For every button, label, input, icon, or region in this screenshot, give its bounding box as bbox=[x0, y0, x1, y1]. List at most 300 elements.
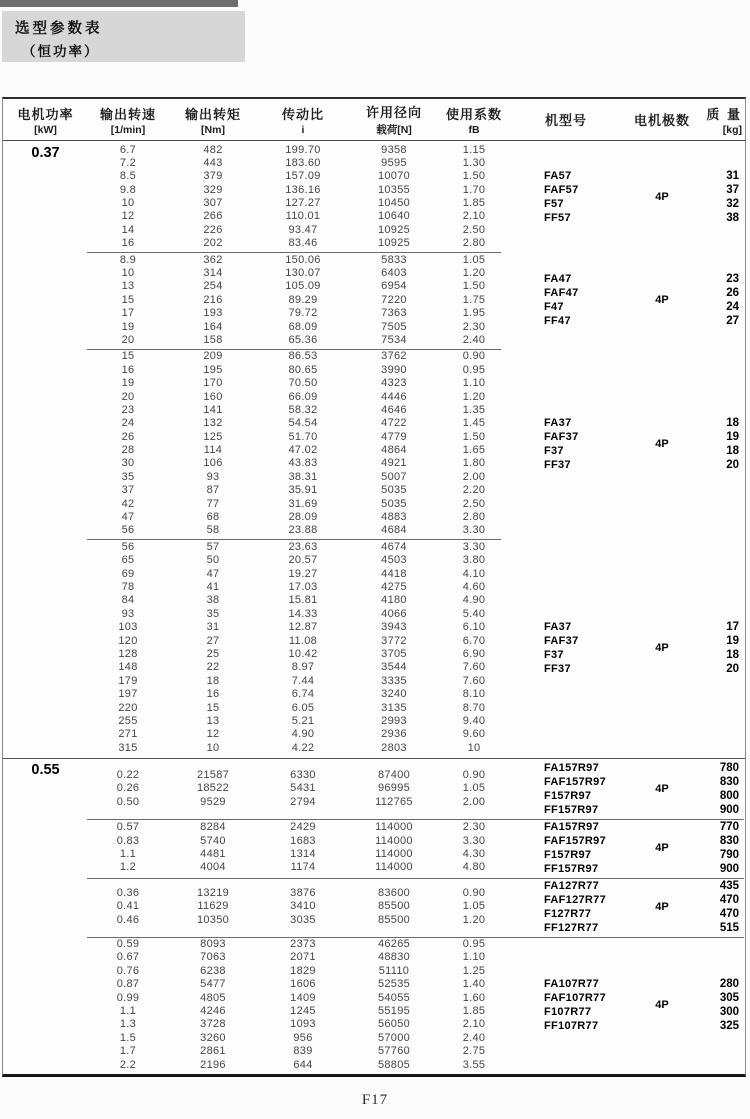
power-column bbox=[3, 541, 88, 755]
radial-load-column bbox=[348, 254, 440, 348]
cell-value: 3762 bbox=[381, 350, 407, 363]
model-name: FAF37 bbox=[544, 634, 579, 647]
cell-value: 103 bbox=[118, 621, 138, 634]
cell-value: 14 bbox=[121, 223, 135, 236]
model-name: FA157R97 bbox=[544, 762, 599, 775]
ratio-column bbox=[258, 541, 348, 755]
cell-value: 8.9 bbox=[119, 253, 137, 266]
power-value: 0.37 bbox=[31, 144, 60, 161]
cell-value: 1.85 bbox=[462, 197, 486, 210]
cell-value: 130.07 bbox=[285, 267, 321, 280]
weight-value: 19 bbox=[726, 634, 739, 647]
column-header-unit: 载荷[N] bbox=[376, 124, 412, 136]
weight-value: 325 bbox=[719, 1020, 739, 1033]
cell-value: 3990 bbox=[381, 363, 407, 376]
cell-value: 55195 bbox=[377, 1005, 411, 1018]
cell-value: 2.50 bbox=[462, 497, 486, 510]
cell-value: 1.25 bbox=[462, 964, 486, 977]
cell-value: 255 bbox=[118, 714, 138, 727]
model-name: FAF47 bbox=[544, 287, 579, 300]
cell-value: 3.30 bbox=[462, 524, 486, 537]
ratio-column bbox=[258, 938, 348, 1072]
cell-value: 1.10 bbox=[462, 377, 486, 390]
output-speed-column bbox=[88, 541, 168, 755]
cell-value: 10350 bbox=[196, 913, 230, 926]
cell-value: 6238 bbox=[200, 964, 226, 977]
cell-value: 4779 bbox=[381, 430, 407, 443]
cell-value: 38 bbox=[206, 594, 220, 607]
cell-value: 93.47 bbox=[288, 223, 318, 236]
cell-value: 4.90 bbox=[462, 594, 486, 607]
column-header-2 bbox=[168, 99, 258, 140]
column-header-title: 使用系数 bbox=[445, 106, 502, 122]
weight-value: 780 bbox=[719, 762, 739, 775]
cell-value: 80.65 bbox=[288, 363, 318, 376]
model-column bbox=[508, 761, 624, 817]
cell-value: 9.60 bbox=[462, 728, 486, 741]
cell-value: 136.16 bbox=[285, 183, 321, 196]
weight-value: 27 bbox=[726, 315, 739, 328]
power-column bbox=[3, 144, 88, 251]
cell-value: 8.97 bbox=[291, 661, 315, 674]
cell-value: 2993 bbox=[381, 714, 407, 727]
weight-column bbox=[700, 761, 747, 817]
cell-value: 4.30 bbox=[462, 848, 486, 861]
cell-value: 315 bbox=[118, 741, 138, 754]
cell-value: 28.09 bbox=[288, 511, 318, 524]
cell-value: 1.50 bbox=[462, 280, 486, 293]
power-column bbox=[3, 879, 88, 935]
cell-value: 48830 bbox=[377, 951, 411, 964]
cell-value: 1.2 bbox=[119, 861, 137, 874]
cell-value: 3.80 bbox=[462, 554, 486, 567]
cell-value: 79.72 bbox=[288, 307, 318, 320]
cell-value: 2.20 bbox=[462, 484, 486, 497]
cell-value: 65.36 bbox=[288, 333, 318, 346]
cell-value: 3260 bbox=[200, 1031, 226, 1044]
cell-value: 23 bbox=[121, 403, 135, 416]
cell-value: 4446 bbox=[381, 390, 407, 403]
cell-value: 127.27 bbox=[285, 197, 321, 210]
weight-value: 18 bbox=[726, 417, 739, 430]
weight-value: 23 bbox=[726, 273, 739, 286]
poles-column bbox=[624, 541, 700, 755]
cell-value: 51110 bbox=[378, 964, 410, 977]
cell-value: 1.40 bbox=[462, 978, 486, 991]
cell-value: 0.67 bbox=[116, 951, 140, 964]
cell-value: 1245 bbox=[290, 1005, 316, 1018]
service-factor-column bbox=[440, 144, 508, 251]
model-column bbox=[508, 144, 624, 251]
cell-value: 15 bbox=[121, 293, 135, 306]
output-torque-column bbox=[168, 820, 258, 876]
cell-value: 6.7 bbox=[119, 143, 137, 156]
cell-value: 22 bbox=[206, 661, 220, 674]
cell-value: 41 bbox=[206, 581, 220, 593]
cell-value: 114000 bbox=[375, 821, 413, 834]
weight-column bbox=[700, 350, 747, 537]
cell-value: 1.3 bbox=[119, 1018, 137, 1031]
cell-value: 83600 bbox=[377, 886, 411, 899]
cell-value: 1174 bbox=[290, 861, 316, 874]
cell-value: 4921 bbox=[381, 457, 407, 470]
weight-value: 900 bbox=[719, 863, 739, 876]
cell-value: 197 bbox=[118, 688, 138, 701]
cell-value: 15 bbox=[206, 701, 220, 714]
cell-value: 13219 bbox=[196, 886, 230, 899]
output-speed-column bbox=[88, 761, 168, 817]
model-name: FF157R97 bbox=[544, 863, 599, 876]
output-speed-column bbox=[88, 144, 168, 251]
cell-value: 23.88 bbox=[288, 524, 318, 537]
cell-value: 20 bbox=[121, 390, 135, 403]
output-speed-column bbox=[88, 879, 168, 935]
weight-value: 38 bbox=[726, 212, 739, 225]
model-name: F37 bbox=[544, 648, 564, 661]
cell-value: 4.22 bbox=[291, 741, 315, 754]
cell-value: 7.60 bbox=[462, 661, 486, 674]
cell-value: 1.20 bbox=[462, 390, 486, 403]
poles-column bbox=[624, 350, 700, 537]
cell-value: 1.50 bbox=[462, 430, 486, 443]
cell-value: 31.69 bbox=[288, 497, 318, 510]
weight-value: 790 bbox=[719, 849, 739, 862]
cell-value: 7534 bbox=[381, 333, 407, 346]
cell-value: 266 bbox=[203, 210, 223, 223]
cell-value: 85500 bbox=[377, 900, 411, 913]
cell-value: 2.10 bbox=[462, 1018, 486, 1031]
cell-value: 57 bbox=[206, 540, 220, 553]
cell-value: 4805 bbox=[200, 991, 226, 1004]
cell-value: 2.75 bbox=[462, 1045, 486, 1058]
cell-value: 42 bbox=[121, 497, 135, 510]
power-column bbox=[3, 350, 88, 537]
model-name: FA57 bbox=[544, 170, 572, 183]
model-name: FA47 bbox=[544, 273, 572, 286]
poles-column bbox=[624, 254, 700, 348]
page-subtitle: （恒功率） bbox=[22, 44, 100, 59]
cell-value: 2.30 bbox=[462, 320, 486, 333]
model-name: FAF127R77 bbox=[544, 894, 607, 907]
cell-value: 314 bbox=[203, 267, 223, 280]
cell-value: 20.57 bbox=[288, 554, 318, 567]
model-name: FA37 bbox=[544, 417, 572, 430]
model-name: F107R77 bbox=[544, 1006, 592, 1019]
cell-value: 1.05 bbox=[462, 782, 486, 795]
cell-value: 148 bbox=[118, 661, 138, 674]
cell-value: 0.76 bbox=[116, 964, 140, 977]
weight-value: 435 bbox=[719, 880, 739, 893]
cell-value: 19.27 bbox=[288, 567, 318, 580]
cell-value: 8093 bbox=[200, 938, 226, 951]
weight-value: 32 bbox=[726, 198, 739, 211]
cell-value: 0.57 bbox=[116, 821, 140, 834]
service-factor-column bbox=[440, 879, 508, 935]
cell-value: 13 bbox=[121, 280, 135, 293]
cell-value: 2.50 bbox=[462, 223, 486, 236]
cell-value: 2.00 bbox=[462, 470, 486, 483]
cell-value: 1.05 bbox=[462, 900, 486, 913]
weight-value: 900 bbox=[719, 804, 739, 817]
ratio-column bbox=[258, 350, 348, 537]
cell-value: 0.83 bbox=[116, 834, 140, 847]
cell-value: 114000 bbox=[375, 861, 413, 874]
cell-value: 13 bbox=[206, 714, 220, 727]
page-number: F17 bbox=[361, 1092, 389, 1108]
cell-value: 56 bbox=[121, 524, 135, 537]
cell-value: 1.7 bbox=[119, 1045, 137, 1058]
model-name: F127R77 bbox=[544, 908, 592, 921]
model-block bbox=[3, 760, 745, 819]
cell-value: 12.87 bbox=[288, 621, 318, 634]
cell-value: 5477 bbox=[200, 978, 226, 991]
radial-load-column bbox=[348, 144, 440, 251]
output-speed-column bbox=[88, 254, 168, 348]
model-name: F57 bbox=[544, 198, 564, 211]
model-name: FAF157R97 bbox=[544, 776, 607, 789]
service-factor-column bbox=[440, 254, 508, 348]
cell-value: 179 bbox=[118, 674, 138, 687]
weight-column bbox=[700, 820, 747, 876]
output-torque-column bbox=[168, 879, 258, 935]
cell-value: 6.10 bbox=[462, 621, 486, 634]
cell-value: 58 bbox=[206, 524, 220, 537]
cell-value: 56050 bbox=[377, 1018, 411, 1031]
cell-value: 4246 bbox=[200, 1005, 226, 1018]
cell-value: 58805 bbox=[377, 1058, 411, 1071]
cell-value: 10 bbox=[206, 741, 220, 754]
column-header-5 bbox=[440, 99, 508, 140]
cell-value: 16 bbox=[121, 237, 135, 250]
weight-value: 470 bbox=[719, 894, 739, 907]
column-header-7 bbox=[624, 99, 700, 140]
model-name: FAF57 bbox=[544, 184, 579, 197]
cell-value: 7.44 bbox=[291, 674, 315, 687]
model-name: FA107R77 bbox=[544, 978, 599, 991]
weight-value: 18 bbox=[726, 648, 739, 661]
table-body bbox=[3, 141, 745, 1074]
poles-value: 4P bbox=[655, 999, 669, 1012]
cell-value: 1.80 bbox=[462, 457, 486, 470]
cell-value: 2.10 bbox=[462, 210, 486, 223]
model-name: FAF157R97 bbox=[544, 835, 607, 848]
cell-value: 3.55 bbox=[462, 1058, 486, 1071]
cell-value: 132 bbox=[203, 417, 223, 430]
cell-value: 150.06 bbox=[285, 253, 321, 266]
cell-value: 0.50 bbox=[116, 795, 140, 808]
poles-value: 4P bbox=[655, 901, 669, 914]
radial-load-column bbox=[348, 541, 440, 755]
column-header-title: 机型号 bbox=[544, 113, 587, 128]
cell-value: 57760 bbox=[377, 1045, 411, 1058]
cell-value: 114000 bbox=[375, 848, 413, 861]
cell-value: 52535 bbox=[377, 978, 411, 991]
cell-value: 3544 bbox=[381, 661, 407, 674]
weight-value: 37 bbox=[726, 184, 739, 197]
weight-value: 305 bbox=[719, 992, 739, 1005]
cell-value: 31 bbox=[206, 621, 220, 634]
cell-value: 4066 bbox=[381, 607, 407, 620]
cell-value: 4684 bbox=[381, 524, 407, 537]
output-speed-column bbox=[88, 350, 168, 537]
radial-load-column bbox=[348, 350, 440, 537]
weight-column bbox=[700, 879, 747, 935]
service-factor-column bbox=[440, 761, 508, 817]
model-name: FF37 bbox=[544, 662, 571, 675]
cell-value: 23.63 bbox=[288, 540, 318, 553]
cell-value: 1314 bbox=[290, 848, 316, 861]
column-header-unit: [Nm] bbox=[201, 123, 225, 136]
power-column bbox=[3, 761, 88, 817]
cell-value: 27 bbox=[206, 634, 220, 647]
cell-value: 4503 bbox=[381, 554, 407, 567]
poles-column bbox=[624, 761, 700, 817]
column-header-title: 传动比 bbox=[281, 106, 324, 122]
output-torque-column bbox=[168, 761, 258, 817]
cell-value: 21587 bbox=[196, 768, 230, 781]
cell-value: 7.60 bbox=[462, 674, 486, 687]
cell-value: 3705 bbox=[381, 647, 407, 660]
cell-value: 10070 bbox=[377, 170, 411, 183]
cell-value: 87 bbox=[206, 484, 220, 497]
cell-value: 1.65 bbox=[462, 444, 486, 457]
cell-value: 2.80 bbox=[462, 511, 486, 524]
cell-value: 2071 bbox=[290, 951, 316, 964]
power-column bbox=[3, 938, 88, 1072]
service-factor-column bbox=[440, 938, 508, 1072]
cell-value: 2.2 bbox=[119, 1058, 137, 1071]
weight-value: 830 bbox=[719, 776, 739, 789]
poles-value: 4P bbox=[655, 191, 669, 204]
cell-value: 57000 bbox=[377, 1031, 411, 1044]
cell-value: 443 bbox=[203, 156, 223, 169]
cell-value: 83.46 bbox=[288, 237, 318, 250]
model-name: F37 bbox=[544, 445, 564, 458]
cell-value: 86.53 bbox=[288, 350, 318, 363]
cell-value: 17 bbox=[121, 307, 135, 320]
cell-value: 9358 bbox=[381, 143, 407, 156]
cell-value: 70.50 bbox=[288, 377, 318, 390]
model-name: F157R97 bbox=[544, 849, 592, 862]
model-block bbox=[3, 349, 745, 539]
cell-value: 17.03 bbox=[288, 581, 318, 593]
cell-value: 114 bbox=[203, 444, 223, 457]
cell-value: 1.70 bbox=[462, 183, 486, 196]
column-header-unit: [kg] bbox=[722, 123, 742, 136]
cell-value: 10355 bbox=[377, 183, 411, 196]
cell-value: 195 bbox=[203, 363, 223, 376]
cell-value: 199.70 bbox=[285, 143, 321, 156]
column-header-title: 许用径向 bbox=[365, 105, 422, 120]
model-column bbox=[508, 820, 624, 876]
cell-value: 1.75 bbox=[462, 293, 486, 306]
cell-value: 202 bbox=[203, 237, 223, 250]
cell-value: 1.95 bbox=[462, 307, 486, 320]
cell-value: 65 bbox=[121, 554, 135, 567]
cell-value: 6.90 bbox=[462, 647, 486, 660]
cell-value: 2861 bbox=[200, 1045, 226, 1058]
cell-value: 9529 bbox=[200, 795, 226, 808]
column-header-unit: [1/min] bbox=[110, 123, 146, 136]
cell-value: 114000 bbox=[375, 834, 413, 847]
cell-value: 157.09 bbox=[285, 170, 321, 183]
cell-value: 84 bbox=[121, 594, 135, 607]
cell-value: 10925 bbox=[377, 237, 411, 250]
output-torque-column bbox=[168, 254, 258, 348]
cell-value: 216 bbox=[203, 293, 223, 306]
cell-value: 56 bbox=[121, 540, 135, 553]
cell-value: 2196 bbox=[200, 1058, 226, 1071]
weight-value: 20 bbox=[726, 662, 739, 675]
cell-value: 1.05 bbox=[462, 253, 486, 266]
cell-value: 16 bbox=[121, 363, 135, 376]
model-column bbox=[508, 350, 624, 537]
power-column bbox=[3, 820, 88, 876]
cell-value: 2.30 bbox=[462, 821, 486, 834]
power-group-0.37 bbox=[3, 141, 745, 758]
cell-value: 14.33 bbox=[288, 607, 318, 620]
cell-value: 128 bbox=[118, 647, 138, 660]
cell-value: 193 bbox=[203, 307, 223, 320]
model-block bbox=[3, 252, 745, 349]
cell-value: 9.8 bbox=[119, 183, 137, 196]
cell-value: 1.50 bbox=[462, 170, 486, 183]
cell-value: 51.70 bbox=[288, 430, 318, 443]
cell-value: 78 bbox=[121, 581, 135, 593]
cell-value: 112765 bbox=[375, 795, 413, 808]
model-column bbox=[508, 541, 624, 755]
poles-column bbox=[624, 938, 700, 1072]
cell-value: 10 bbox=[121, 197, 135, 210]
model-name: FF157R97 bbox=[544, 804, 599, 817]
cell-value: 2794 bbox=[290, 795, 316, 808]
cell-value: 0.95 bbox=[462, 938, 486, 951]
cell-value: 30 bbox=[121, 457, 135, 470]
weight-value: 24 bbox=[726, 301, 739, 314]
cell-value: 4.80 bbox=[462, 861, 486, 874]
cell-value: 110.01 bbox=[285, 210, 321, 223]
poles-value: 4P bbox=[655, 842, 669, 855]
column-header-8 bbox=[700, 99, 747, 140]
power-column bbox=[3, 254, 88, 348]
cell-value: 3728 bbox=[200, 1018, 226, 1031]
weight-value: 515 bbox=[719, 922, 739, 935]
cell-value: 2429 bbox=[290, 821, 316, 834]
weight-value: 770 bbox=[719, 821, 739, 834]
cell-value: 5431 bbox=[290, 782, 316, 795]
cell-value: 6954 bbox=[381, 280, 407, 293]
cell-value: 956 bbox=[293, 1031, 313, 1044]
output-torque-column bbox=[168, 144, 258, 251]
service-factor-column bbox=[440, 350, 508, 537]
poles-value: 4P bbox=[655, 783, 669, 796]
cell-value: 10 bbox=[467, 741, 481, 754]
model-name: FAF37 bbox=[544, 431, 579, 444]
cell-value: 4646 bbox=[381, 403, 407, 416]
cell-value: 4004 bbox=[200, 861, 226, 874]
cell-value: 37 bbox=[121, 484, 135, 497]
cell-value: 6.70 bbox=[462, 634, 486, 647]
cell-value: 50 bbox=[206, 554, 220, 567]
cell-value: 4418 bbox=[381, 567, 407, 580]
cell-value: 10 bbox=[121, 267, 135, 280]
cell-value: 93 bbox=[121, 607, 135, 620]
model-block bbox=[3, 937, 745, 1074]
cell-value: 1.10 bbox=[462, 951, 486, 964]
cell-value: 160 bbox=[203, 390, 223, 403]
cell-value: 4674 bbox=[381, 540, 407, 553]
cell-value: 7220 bbox=[381, 293, 407, 306]
